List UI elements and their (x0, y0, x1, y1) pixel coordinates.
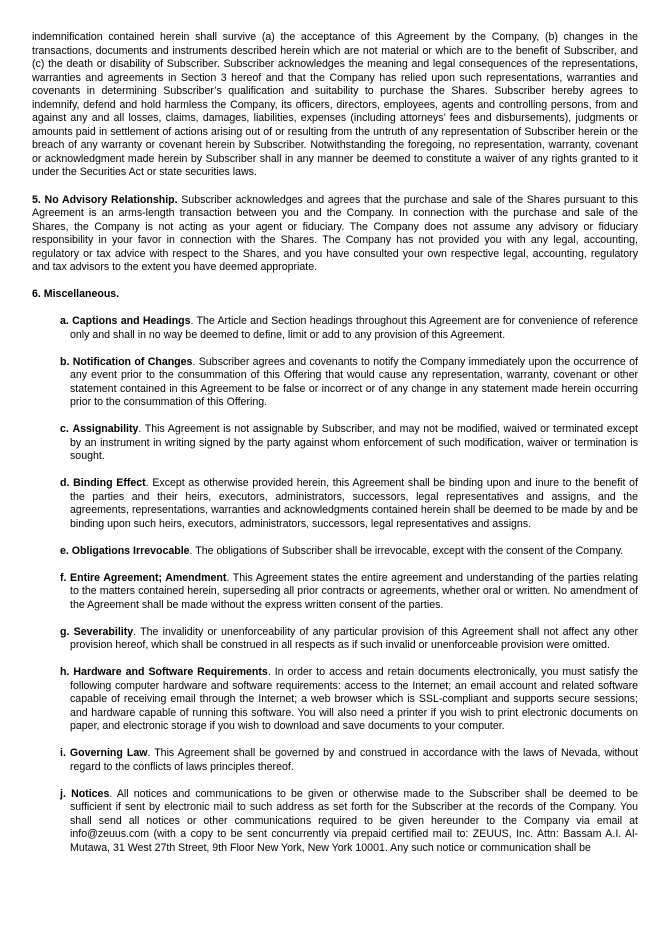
item-c-title: Assignability (72, 423, 139, 435)
section-5 (32, 194, 638, 275)
item-e (60, 545, 638, 559)
opening-paragraph: indemnification contained herein shall survive (a) the acceptance of this Agreement by the Company, (b) changes in the transactions, documents and instruments described herein which are not material or which are to the benefit of Subscriber, and (c) the death or disability of Subscriber. Subscriber acknowledges the meaning and legal consequences of the representations, warranties and agreements in Section 3 hereof and that the Company has relied upon such representations, warranties and covenants in determining Subscriber’s qualification and suitability to purchase the Shares. Subscriber hereby agrees to indemnify, defend and hold harmless the Company, its officers, directors, employees, agents and controlling persons, from and against any and all losses, claims, damages, liabilities, expenses (including attorneys’ fees and disbursements), judgments or amounts paid in settlement of actions arising out of or resulting from the untruth of any representation of Subscriber herein or the breach of any warranty or covenant herein by Subscriber. Notwithstanding the foregoing, no representation, warranty, covenant or acknowledgment made herein by Subscriber shall in any manner be deemed to constitute a waiver of any rights granted to it under the Securities Act or state securities laws. (32, 31, 638, 178)
item-d (60, 477, 638, 531)
item-g-title: Severability (73, 625, 134, 638)
section-6-items (32, 315, 638, 855)
item-f (60, 572, 638, 613)
item-g-marker: g. (60, 625, 70, 638)
item-c-body: . This Agreement is not assignable by Subscriber, and may not be modified, waived or terminated except by an instrument in writing signed by the party against whom enforcement of such modification, waiver or termination is sought. (70, 423, 638, 462)
item-h (60, 666, 638, 734)
item-j-marker: j. (60, 787, 66, 800)
item-g (60, 626, 638, 653)
item-c-marker: c. (60, 423, 69, 435)
item-c (60, 423, 638, 464)
item-j-title: Notices (71, 787, 110, 800)
item-d-marker: d. (60, 477, 70, 489)
section-6-title: 6. Miscellaneous. (32, 287, 120, 300)
item-a-body: . The Article and Section headings throughout this Agreement are for convenience of reference only and shall in no way be deemed to define, limit or add to any provision of this Agreement. (70, 315, 638, 341)
document-page (32, 31, 638, 855)
item-e-title: Obligations Irrevocable (71, 544, 190, 557)
item-i-marker: i. (60, 747, 66, 759)
item-f-title: Entire Agreement; Amendment (70, 571, 227, 584)
item-b-marker: b. (60, 355, 70, 368)
item-a-marker: a. (60, 315, 69, 327)
item-i-body: . This Agreement shall be governed by and construed in accordance with the laws of Nevada, without regard to the conflicts of laws principles thereof. (70, 747, 639, 773)
item-g-body: . The invalidity or unenforceability of any particular provision of this Agreement shall not affect any other provision hereof, which shall be construed in all respects as if such invalid or unenforceable provision were omitted. (70, 625, 638, 651)
item-e-body: . The obligations of Subscriber shall be irrevocable, except with the consent of the Company. (189, 544, 624, 557)
item-b (60, 356, 638, 410)
item-f-marker: f. (60, 571, 67, 584)
item-b-title: Notification of Changes (72, 355, 193, 368)
item-j (60, 788, 638, 856)
item-e-marker: e. (60, 544, 69, 557)
item-d-body: . Except as otherwise provided herein, this Agreement shall be binding upon and inure to the benefit of the parties and their heirs, executors, administrators, successors, legal representatives and assigns, and the agreements, representations, warranties and acknowledgments contained herein shall be deemed to be made by and be binding upon such heirs, executors, administrators, successors, legal representatives and assigns. (70, 477, 638, 530)
item-h-body: . In order to access and retain documents electronically, you must satisfy the following computer hardware and software requirements: access to the Internet; an email account and related software capable of receiving email through the Internet; a web browser which is SSL-compliant and supports secure sessions; and hardware capable of running this software. You will also need a printer if you wish to print electronic documents on paper, and electronic storage if you wish to download and save documents to your computer. (70, 666, 638, 732)
section-5-title: 5. No Advisory Relationship. (32, 193, 178, 206)
item-j-body: . All notices and communications to be given or otherwise made to the Subscriber shall be deemed to be sufficient if sent by electronic mail to such address as set forth for the Subscriber at the records of the Company. You shall send all notices or other communications required to be given hereunder to the Company via email at info@zeuus.com (with a copy to be sent concurrently via prepaid certified mail to: ZEUUS, Inc. Attn: Bassam A.I. Al-Mutawa, 31 West 27th Street, 9th Floor New York, New York 10001. Any such notice or communication shall be (70, 787, 638, 854)
item-d-title: Binding Effect (73, 477, 146, 489)
item-i-title: Governing Law (69, 747, 148, 759)
item-a (60, 315, 638, 342)
item-h-title: Hardware and Software Requirements (73, 666, 268, 678)
item-i (60, 747, 638, 774)
item-f-body: . This Agreement states the entire agreement and understanding of the parties relating to the matters contained herein, superseding all prior contracts or agreements, whether oral or written. No amendment of the Agreement shall be made without the express written consent of the parties. (70, 571, 638, 611)
section-5-body: Subscriber acknowledges and agrees that the purchase and sale of the Shares pursuant to this Agreement is an arms-length transaction between you and the Company. In connection with the purchase and sale of the Shares, the Company is not acting as your agent or fiduciary. The Company does not assume any advisory or fiduciary responsibility in your favor in connection with the Shares. The Company has not provided you with any legal, accounting, regulatory or tax advice with respect to the Shares, and you have consulted your own respective legal, accounting, regulatory and tax advisors to the extent you have deemed appropriate. (32, 193, 638, 273)
item-h-marker: h. (60, 666, 70, 678)
item-a-title: Captions and Headings (72, 315, 191, 327)
item-b-body: . Subscriber agrees and covenants to notify the Company immediately upon the occurrence of any event prior to the consummation of this Offering that would cause any representation, warranty, covenant or other statement contained in this Agreement to be false or incorrect or of any change in any statement made herein occurring prior to the consummation of this Offering. (70, 355, 638, 408)
